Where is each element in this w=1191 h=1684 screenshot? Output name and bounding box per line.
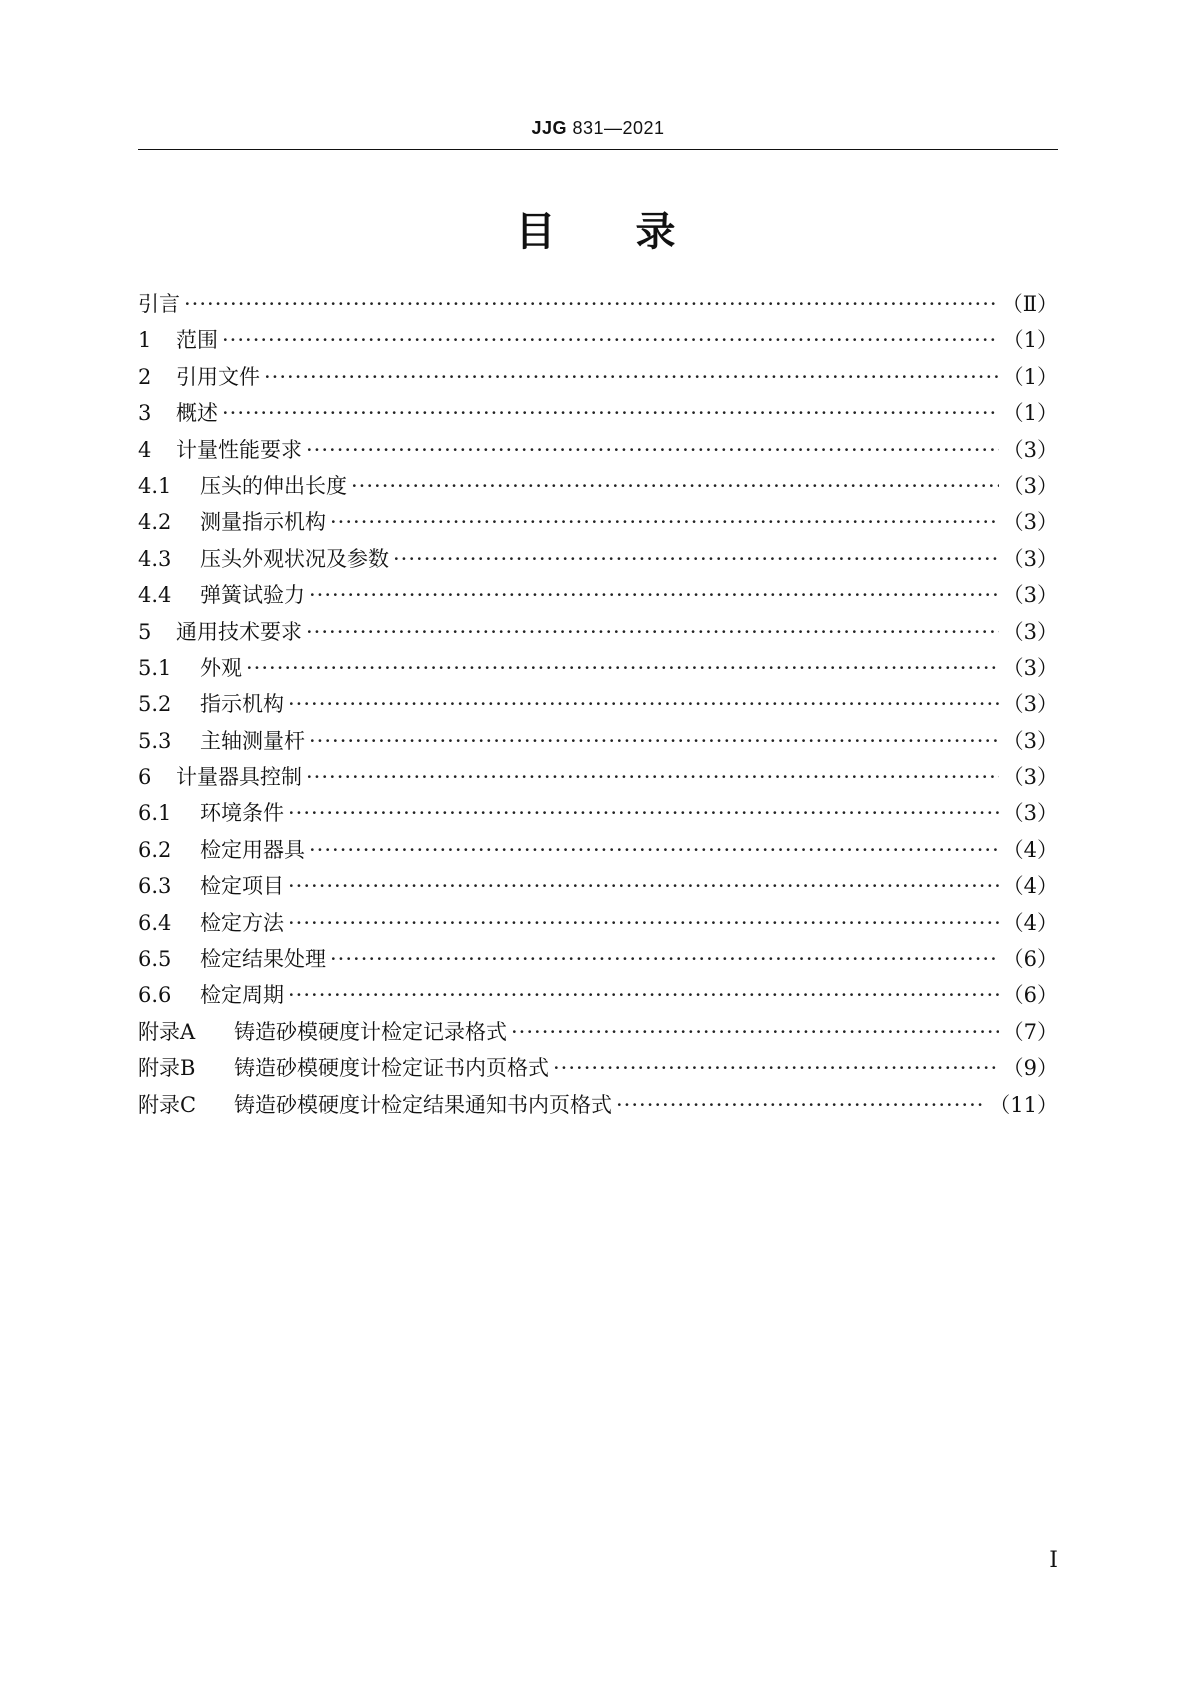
toc-entry-number: 6.4 — [138, 910, 172, 935]
toc-entry[interactable] — [138, 723, 1058, 759]
toc-entry-page: （3） — [1002, 510, 1058, 535]
toc-entry-label: 概述 — [176, 401, 218, 426]
toc-entry-number: 5 — [138, 619, 152, 644]
toc-entry[interactable] — [138, 504, 1058, 540]
toc-entry-number: 6.3 — [138, 874, 172, 899]
toc-entry[interactable] — [138, 432, 1058, 468]
toc-entry-page: （9） — [1002, 1056, 1058, 1081]
toc-leader-dots — [288, 868, 999, 904]
toc-entry[interactable] — [138, 650, 1058, 686]
toc-entry-number: 6.6 — [138, 983, 172, 1008]
toc-leader-dots — [351, 468, 999, 504]
toc-entry-number: 4.1 — [138, 473, 172, 498]
toc-leader-dots — [264, 359, 999, 395]
toc-entry[interactable] — [138, 795, 1058, 831]
toc-entry[interactable] — [138, 468, 1058, 504]
toc-entry-label: 环境条件 — [200, 801, 284, 826]
toc-entry-page: （4） — [1002, 837, 1058, 862]
toc-leader-dots — [306, 432, 999, 468]
toc-entry-label: 检定项目 — [200, 874, 284, 899]
toc-entry-page: （Ⅱ） — [1001, 292, 1058, 316]
toc-entry-number: 1 — [138, 328, 152, 353]
toc-entry[interactable] — [138, 614, 1058, 650]
toc-entry-number: 附录A — [138, 1019, 196, 1044]
toc-entry-page: （3） — [1002, 692, 1058, 717]
toc-entry[interactable] — [138, 395, 1058, 431]
toc-leader-dots — [246, 650, 999, 686]
toc-entry[interactable] — [138, 759, 1058, 795]
toc-entry-number: 4.4 — [138, 583, 172, 608]
toc-entry-page: （3） — [1002, 728, 1058, 753]
toc-leader-dots — [306, 759, 999, 795]
toc-entry-number: 5.2 — [138, 692, 172, 717]
toc-leader-dots — [309, 832, 999, 868]
header-divider — [138, 149, 1058, 150]
toc-entry[interactable] — [138, 322, 1058, 358]
toc-entry-number: 6 — [138, 765, 152, 790]
toc-entry-page: （7） — [1002, 1019, 1058, 1044]
toc-entry-label: 引用文件 — [176, 364, 260, 389]
toc-leader-dots — [288, 795, 999, 831]
page-number: Ⅰ — [1049, 1548, 1058, 1573]
table-of-contents — [138, 286, 1058, 1123]
toc-entry[interactable] — [138, 1087, 1058, 1123]
toc-entry[interactable] — [138, 1050, 1058, 1086]
toc-entry-page: （1） — [1002, 401, 1058, 426]
toc-entry[interactable] — [138, 359, 1058, 395]
toc-leader-dots — [288, 977, 999, 1013]
toc-entry-number: 3 — [138, 401, 152, 426]
toc-entry-page: （4） — [1002, 874, 1058, 899]
toc-entry-page: （3） — [1002, 655, 1058, 680]
toc-entry-label: 引言 — [138, 292, 180, 316]
toc-leader-dots — [553, 1050, 999, 1086]
toc-entry-number: 5.3 — [138, 728, 172, 753]
toc-entry-number: 4.3 — [138, 546, 172, 571]
toc-entry-label: 铸造砂模硬度计检定证书内页格式 — [234, 1056, 549, 1081]
toc-leader-dots — [330, 504, 999, 540]
toc-entry-label: 检定方法 — [200, 910, 284, 935]
toc-entry-number: 4.2 — [138, 510, 172, 535]
toc-leader-dots — [393, 541, 999, 577]
toc-entry-label: 计量器具控制 — [176, 765, 302, 790]
toc-entry-label: 范围 — [176, 328, 218, 353]
toc-entry-label: 主轴测量杆 — [200, 728, 305, 753]
toc-entry-label: 压头外观状况及参数 — [200, 546, 389, 571]
toc-entry-number: 4 — [138, 437, 152, 462]
toc-entry-label: 铸造砂模硬度计检定记录格式 — [234, 1019, 507, 1044]
toc-entry[interactable] — [138, 977, 1058, 1013]
toc-leader-dots — [511, 1014, 999, 1050]
toc-entry[interactable] — [138, 541, 1058, 577]
toc-entry-page: （4） — [1002, 910, 1058, 935]
toc-entry-label: 弹簧试验力 — [200, 583, 305, 608]
toc-entry-label: 测量指示机构 — [200, 510, 326, 535]
toc-entry-label: 检定用器具 — [200, 837, 305, 862]
toc-entry[interactable] — [138, 832, 1058, 868]
toc-leader-dots — [330, 941, 999, 977]
toc-entry-label: 计量性能要求 — [176, 437, 302, 462]
toc-entry-label: 检定周期 — [200, 983, 284, 1008]
toc-entry-label: 压头的伸出长度 — [200, 473, 347, 498]
toc-entry-page: （3） — [1002, 546, 1058, 571]
toc-entry-page: （3） — [1002, 437, 1058, 462]
page-header — [138, 118, 1058, 139]
toc-entry-label: 指示机构 — [200, 692, 284, 717]
toc-entry-page: （1） — [1002, 328, 1058, 353]
toc-entry-number: 6.5 — [138, 947, 172, 972]
toc-entry-label: 检定结果处理 — [200, 947, 326, 972]
toc-entry-page: （3） — [1002, 583, 1058, 608]
toc-entry-number: 5.1 — [138, 655, 172, 680]
toc-leader-dots — [222, 395, 999, 431]
toc-entry-number: 6.1 — [138, 801, 172, 826]
toc-entry-number: 6.2 — [138, 837, 172, 862]
standard-code-prefix: JJG — [531, 118, 567, 138]
toc-entry-label: 通用技术要求 — [176, 619, 302, 644]
toc-entry-number: 附录C — [138, 1092, 197, 1117]
standard-code-number: 831—2021 — [566, 118, 665, 138]
toc-entry-number: 2 — [138, 364, 152, 389]
toc-entry[interactable] — [138, 577, 1058, 613]
toc-entry-page: （1） — [1002, 364, 1058, 389]
toc-leader-dots — [309, 723, 999, 759]
toc-entry[interactable] — [138, 686, 1058, 722]
toc-leader-dots — [309, 577, 999, 613]
toc-entry-label: 铸造砂模硬度计检定结果通知书内页格式 — [234, 1092, 612, 1117]
toc-entry-page: （3） — [1002, 619, 1058, 644]
toc-entry-page: （3） — [1002, 801, 1058, 826]
toc-entry-number: 附录B — [138, 1056, 196, 1081]
toc-entry-label: 外观 — [200, 655, 242, 680]
toc-leader-dots — [616, 1087, 985, 1123]
toc-entry-page: （3） — [1002, 473, 1058, 498]
toc-entry[interactable] — [138, 941, 1058, 977]
toc-entry[interactable] — [138, 1014, 1058, 1050]
toc-entry[interactable] — [138, 868, 1058, 904]
toc-entry-page: （3） — [1002, 765, 1058, 790]
toc-entry-page: （6） — [1002, 983, 1058, 1008]
toc-entry-page: （11） — [989, 1092, 1058, 1117]
toc-leader-dots — [184, 286, 998, 322]
toc-entry[interactable] — [138, 286, 1058, 322]
toc-entry-page: （6） — [1002, 947, 1058, 972]
toc-leader-dots — [288, 686, 999, 722]
toc-title: 目录 — [515, 209, 756, 255]
toc-entry[interactable] — [138, 905, 1058, 941]
toc-leader-dots — [306, 614, 999, 650]
toc-leader-dots — [222, 322, 999, 358]
toc-leader-dots — [288, 905, 999, 941]
